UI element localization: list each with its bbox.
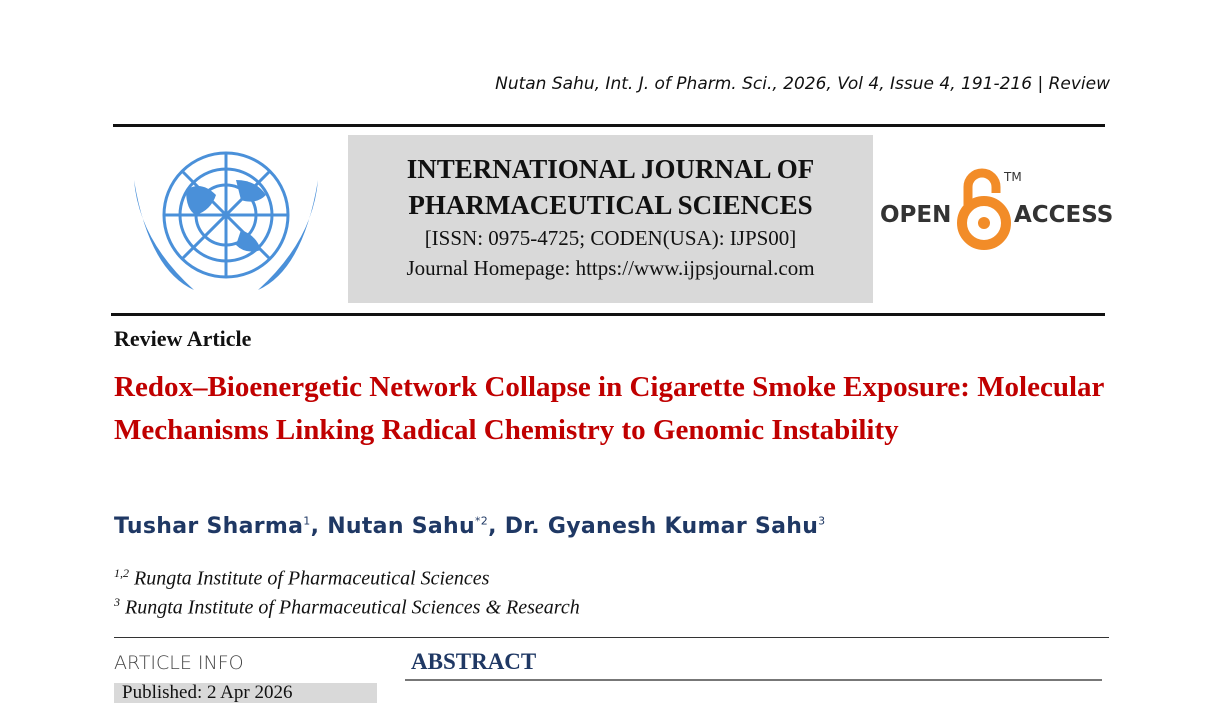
journal-homepage: Journal Homepage: https://www.ijpsjournal.com	[406, 256, 815, 280]
trademark: TM	[1004, 170, 1022, 184]
article-title: Redox–Bioenergetic Network Collapse in Cigarette Smoke Exposure: Molecular Mechanisms Linking Radical Chemistry to Genomic Instability	[114, 371, 1104, 446]
author-sup: 1	[303, 514, 311, 528]
affiliation-text: Rungta Institute of Pharmaceutical Sciences & Research	[125, 596, 580, 619]
section-rule	[114, 637, 1109, 638]
author-name: Dr. Gyanesh Kumar Sahu	[504, 514, 819, 539]
journal-title-line1: INTERNATIONAL JOURNAL OF	[406, 154, 815, 184]
affiliation-sup: 3	[114, 595, 120, 609]
author-name: Tushar Sharma	[114, 514, 304, 539]
abstract-rule	[405, 679, 1102, 681]
citation-header: Nutan Sahu, Int. J. of Pharm. Sci., 2026, Vol 4, Issue 4, 191-216 | Review	[495, 74, 1110, 94]
author-sup: *2	[474, 514, 489, 528]
affiliation-sup: 1,2	[114, 566, 129, 580]
article-type: Review Article	[114, 326, 252, 351]
header-top-rule	[113, 124, 1105, 127]
published-date: Published: 2 Apr 2026	[114, 683, 377, 703]
affiliation-text: Rungta Institute of Pharmaceutical Sciences	[134, 567, 490, 590]
journal-emblem-logo	[126, 140, 326, 305]
open-access-left: OPEN	[880, 202, 952, 228]
author-name: Nutan Sahu	[327, 514, 475, 539]
author-sup: 3	[818, 514, 826, 528]
affiliation	[114, 566, 489, 591]
abstract-heading: ABSTRACT	[411, 649, 537, 674]
header-bottom-rule	[111, 313, 1105, 316]
author-list: Tushar Sharma$^1$, Nutan Sahu$^{*2}$, Dr. Gyanesh Kumar Sahu$^3$	[114, 514, 826, 539]
article-info-heading: ARTICLE INFO	[114, 652, 244, 674]
journal-issn: [ISSN: 0975-4725; CODEN(USA): IJPS00]	[424, 226, 797, 250]
affiliation	[114, 595, 580, 620]
journal-title-line2: PHARMACEUTICAL SCIENCES	[408, 190, 813, 220]
open-access-right: ACCESS	[1014, 202, 1114, 228]
journal-title-box	[348, 135, 873, 303]
